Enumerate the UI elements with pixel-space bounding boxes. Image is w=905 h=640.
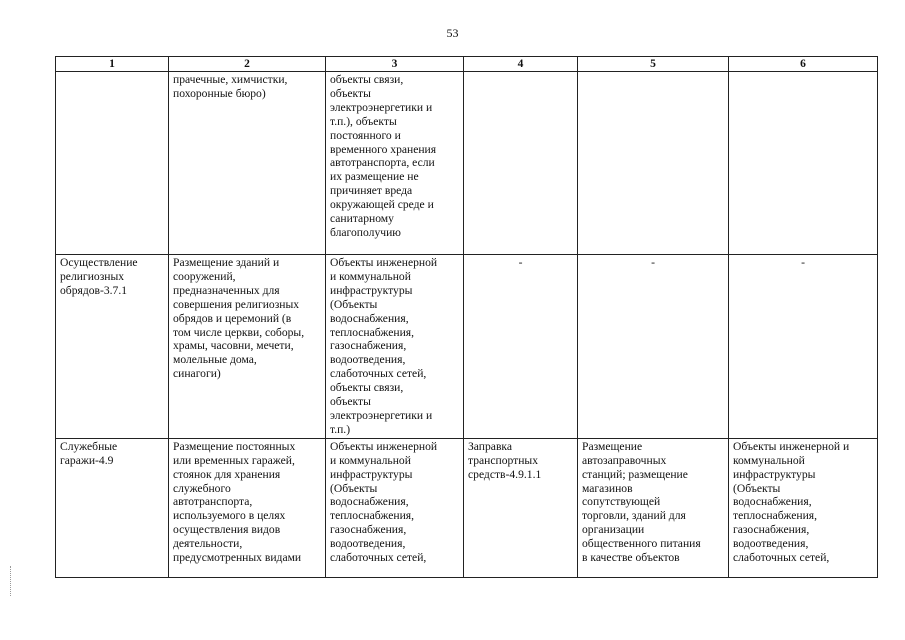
table-cell (56, 72, 169, 255)
table-cell: прачечные, химчистки, похоронные бюро) (169, 72, 326, 255)
table-cell: Размещение зданий и сооружений, предназначенных для совершения религиозных обрядов и церемоний (в том числе церкви, соборы, храмы, часовни, мечети, молельные дома, синагоги) (169, 255, 326, 439)
table-cell (578, 72, 729, 255)
table-row (56, 438, 878, 577)
table-cell: - (578, 255, 729, 439)
table-cell: Объекты инженерной и коммунальной инфраструктуры (Объекты водоснабжения, теплоснабжения, газоснабжения, водоотведения, слаботочных сетей, (729, 438, 878, 577)
scan-margin-mark (10, 566, 14, 596)
column-header-3: 3 (326, 57, 464, 72)
table-row (56, 255, 878, 439)
table-cell: объекты связи, объекты электроэнергетики и т.п.), объекты постоянного и временного хранения автотранспорта, если их размещение не причиняет вреда окружающей среде и санитарному благополучию (326, 72, 464, 255)
table-cell: Объекты инженерной и коммунальной инфраструктуры (Объекты водоснабжения, теплоснабжения, газоснабжения, водоотведения, слаботочных сетей, объекты связи, объекты электроэнергетики и т.п.) (326, 255, 464, 439)
column-header-4: 4 (464, 57, 578, 72)
table-cell: Объекты инженерной и коммунальной инфраструктуры (Объекты водоснабжения, теплоснабжения, газоснабжения, водоотведения, слаботочных сетей, (326, 438, 464, 577)
table-cell: Осуществление религиозных обрядов-3.7.1 (56, 255, 169, 439)
column-header-1: 1 (56, 57, 169, 72)
column-header-6: 6 (729, 57, 878, 72)
column-header-2: 2 (169, 57, 326, 72)
column-header-5: 5 (578, 57, 729, 72)
table-cell: Размещение автозаправочных станций; размещение магазинов сопутствующей торговли, зданий для организации общественного питания в качестве объектов (578, 438, 729, 577)
table-cell: - (464, 255, 578, 439)
table-header-row (56, 57, 878, 72)
table-cell: Размещение постоянных или временных гаражей, стоянок для хранения служебного автотранспорта, используемого в целях осуществления видов деятельности, предусмотренных видами (169, 438, 326, 577)
table-cell (729, 72, 878, 255)
table-cell: - (729, 255, 878, 439)
table-cell: Заправка транспортных средств-4.9.1.1 (464, 438, 578, 577)
page-number: 53 (446, 26, 459, 40)
table-cell (464, 72, 578, 255)
table-cell: Служебные гаражи-4.9 (56, 438, 169, 577)
zoning-table (55, 56, 878, 578)
table-row (56, 72, 878, 255)
